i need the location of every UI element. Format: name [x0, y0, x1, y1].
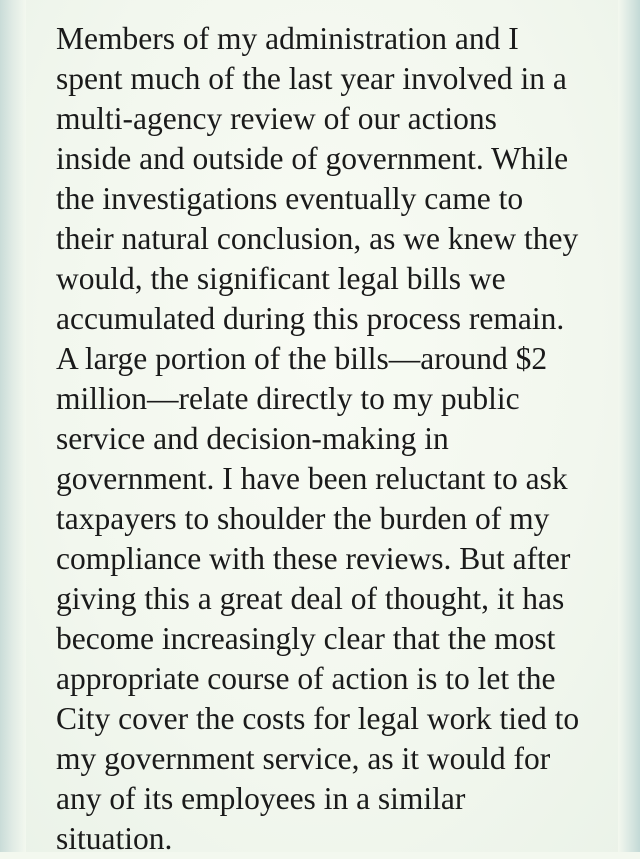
page-right-edge [618, 0, 640, 852]
paragraph-line: Members of my administration and I [56, 21, 519, 56]
page-left-edge [0, 0, 26, 852]
paragraph-line: any of its employees in a similar [56, 781, 466, 816]
paragraph-line: would, the significant legal bills we [56, 261, 506, 296]
paragraph-line: compliance with these reviews. But after [56, 541, 571, 576]
paragraph-line: multi-agency review of our actions [56, 101, 497, 136]
paragraph-line: service and decision-making in [56, 421, 449, 456]
paragraph-line: A large portion of the bills—around $2 [56, 341, 548, 376]
paragraph-line: taxpayers to shoulder the burden of my [56, 501, 550, 536]
paragraph-line: million—relate directly to my public [56, 381, 520, 416]
paragraph-line: become increasingly clear that the most [56, 621, 556, 656]
paragraph-line: the investigations eventually came to [56, 181, 524, 216]
paragraph-line: City cover the costs for legal work tied to [56, 701, 580, 736]
paragraph-line: accumulated during this process remain. [56, 301, 565, 336]
paragraph-line: government. I have been reluctant to ask [56, 461, 568, 496]
statement-paragraph [56, 19, 616, 859]
paragraph-line: spent much of the last year involved in a [56, 61, 567, 96]
paragraph-line: inside and outside of government. While [56, 141, 569, 176]
paragraph-line: appropriate course of action is to let the [56, 661, 556, 696]
paragraph-line: my government service, as it would for [56, 741, 551, 776]
paragraph-line: their natural conclusion, as we knew they [56, 221, 579, 256]
paragraph-line: situation. [56, 821, 173, 856]
paragraph-line: giving this a great deal of thought, it has [56, 581, 565, 616]
